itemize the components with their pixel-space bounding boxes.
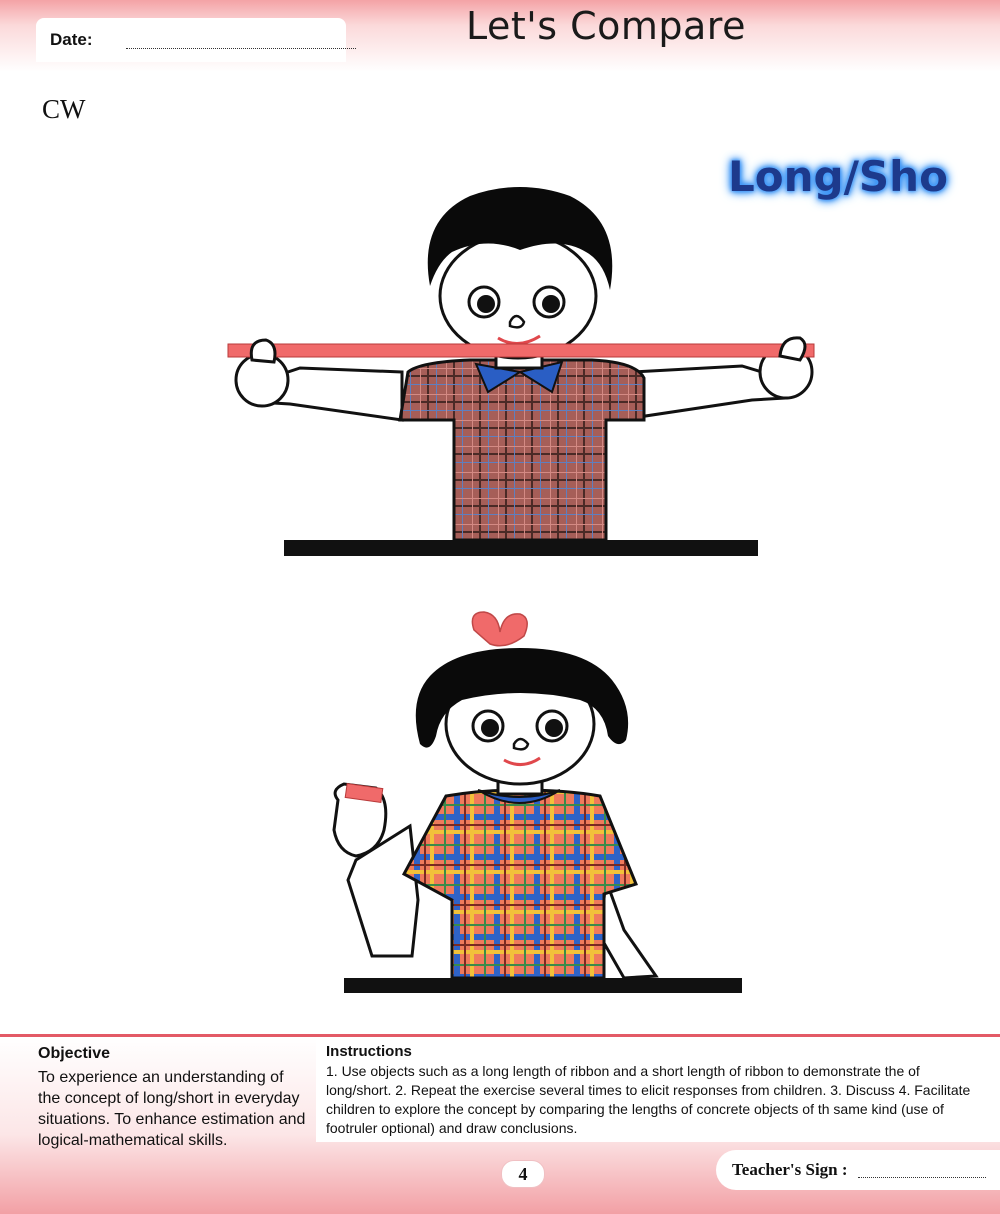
plaid-blouse [404,790,636,978]
child-short-ribbon-figure [334,612,742,993]
objective-text: To experience an understanding of the concept of long/short in everyday situations. To enhance estimation and logical-mathematical skills. [38,1069,306,1149]
plaid-shirt [400,360,644,540]
instructions-panel [316,1040,1000,1142]
objective-heading: Objective [38,1045,111,1062]
long-ribbon [228,344,814,357]
child-long-ribbon-figure [228,187,814,556]
class-tag: CW [42,94,86,124]
face [440,234,596,358]
desk-top [344,978,742,993]
instructions-heading: Instructions [326,1043,412,1060]
topic-badge-text: Long/Sho [728,152,948,201]
hair-bow [472,612,527,646]
instructions-text: 1. Use objects such as a long length of ribbon and a short length of ribbon to demonstrate the of long/short. 2. Repeat the exercise several times to elicit responses from children. 3. Discuss 4. Facilitate children to explore the concept by comparing the lengths of concrete objects of th same kind (use of footruler optional) and draw conclusions. [326,1063,971,1136]
desk-top [284,540,758,556]
page-number: 4 [501,1160,545,1188]
resting-arm [600,880,656,978]
teacher-sign-line[interactable] [858,1177,986,1178]
teacher-sign-field[interactable] [716,1150,1000,1190]
teacher-sign-label: Teacher's Sign : [732,1160,848,1179]
date-label: Date: [50,30,93,49]
page-title: Let's Compare [466,4,746,48]
